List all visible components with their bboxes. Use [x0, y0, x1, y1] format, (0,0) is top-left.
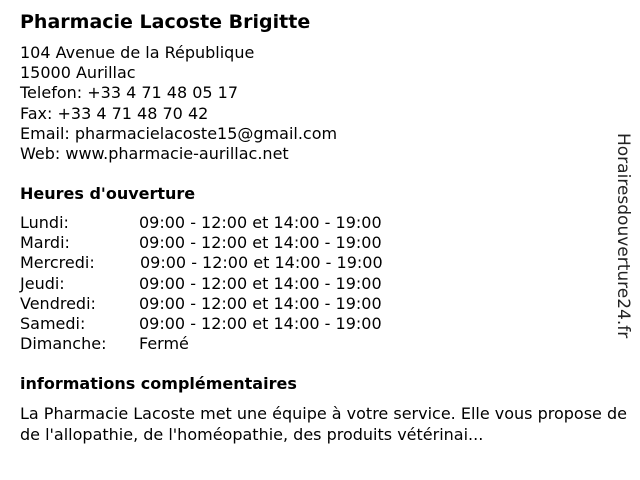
fax-number: Fax: +33 4 71 48 70 42 [20, 103, 209, 123]
hours-row-wednesday [20, 253, 440, 273]
opening-hours-list [20, 213, 440, 354]
website-url: Web: www.pharmacie-aurillac.net [20, 144, 289, 164]
time-range: 09:00 - 12:00 et 14:00 - 19:00 [139, 293, 382, 313]
hours-row-monday [20, 213, 440, 233]
opening-hours-heading: Heures d'ouverture [20, 184, 196, 203]
day-label: Mardi: [20, 233, 70, 253]
day-label: Samedi: [20, 313, 86, 333]
time-range: 09:00 - 12:00 et 14:00 - 19:00 [139, 233, 382, 253]
day-label: Mercredi: [20, 253, 95, 273]
phone-number: Telefon: +33 4 71 48 05 17 [20, 83, 239, 103]
pharmacy-name: Pharmacie Lacoste Brigitte [20, 11, 311, 33]
day-label: Dimanche: [20, 334, 107, 354]
address-city: 15000 Aurillac [20, 63, 136, 83]
hours-row-tuesday [20, 233, 440, 253]
hours-row-friday [20, 294, 440, 314]
additional-info-heading: informations complémentaires [20, 374, 297, 393]
watermark-text: Horairesdouverture24.fr [613, 133, 633, 339]
hours-row-thursday [20, 274, 440, 294]
email-address: Email: pharmacielacoste15@gmail.com [20, 123, 338, 143]
contact-block [20, 43, 337, 164]
day-label: Jeudi: [20, 273, 65, 293]
time-range: 09:00 - 12:00 et 14:00 - 19:00 [139, 313, 382, 333]
hours-row-saturday [20, 314, 440, 334]
address-street: 104 Avenue de la République [20, 43, 255, 62]
time-range: Fermé [139, 334, 189, 354]
day-label: Lundi: [20, 213, 69, 232]
time-range: 09:00 - 12:00 et 14:00 - 19:00 [140, 253, 383, 273]
time-range: 09:00 - 12:00 et 14:00 - 19:00 [139, 213, 382, 232]
time-range: 09:00 - 12:00 et 14:00 - 19:00 [139, 273, 382, 293]
additional-info-text: La Pharmacie Lacoste met une équipe à votre service. Elle vous propose de de l'allopathie, de l'homéopathie, des produits vétérinai... [20, 404, 627, 444]
day-label: Vendredi: [20, 293, 96, 313]
hours-row-sunday [20, 334, 440, 354]
